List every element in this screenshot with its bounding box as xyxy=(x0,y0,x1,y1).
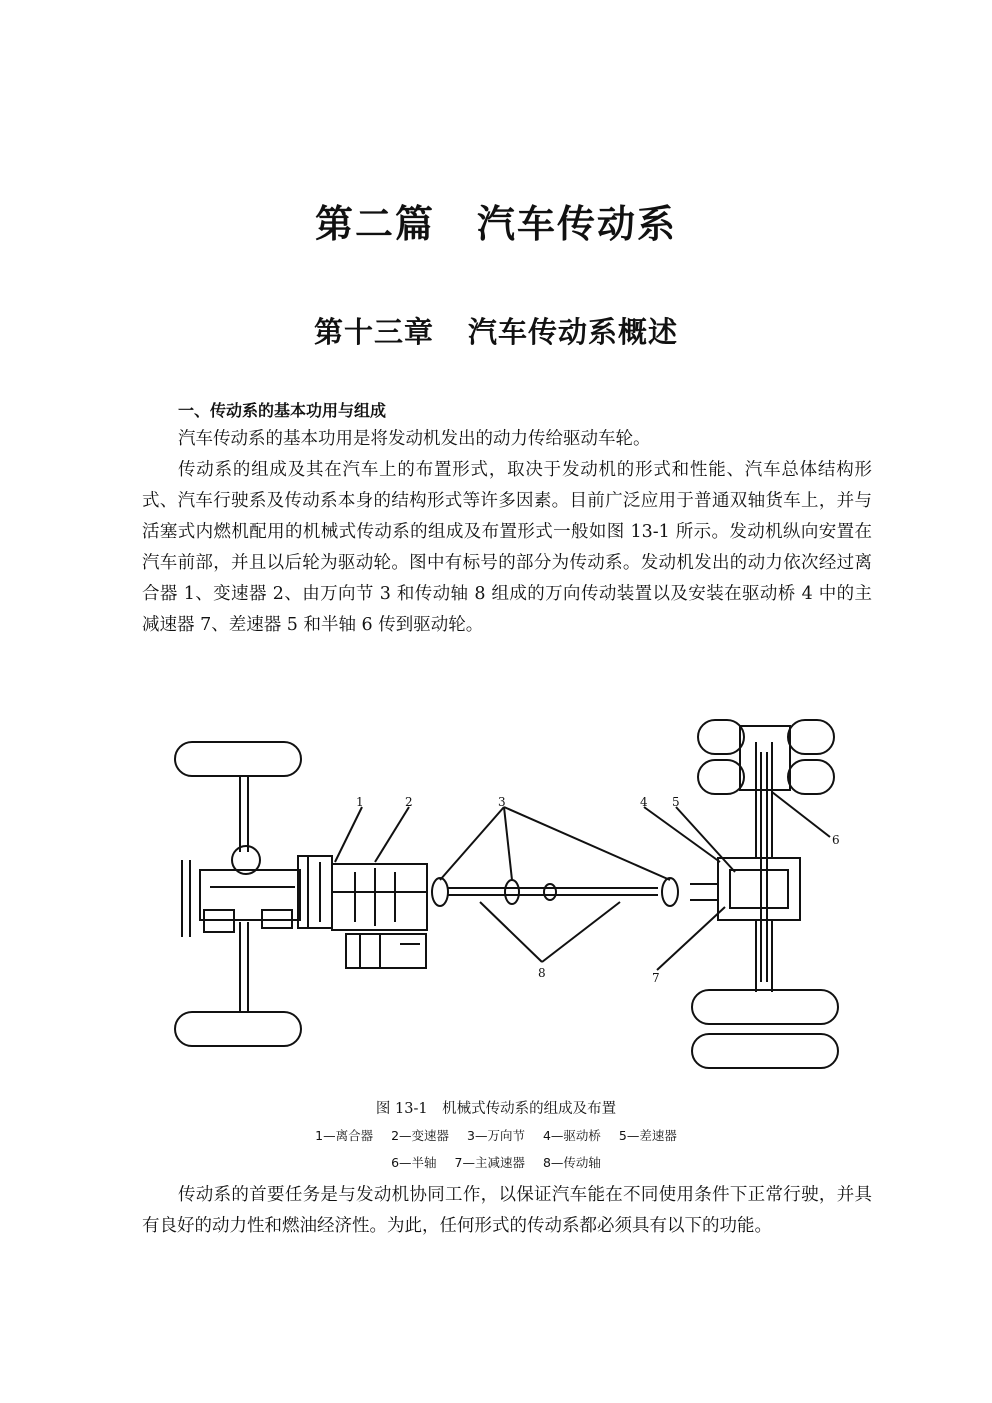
figure-label-3: 3 xyxy=(498,795,506,809)
part-number: 第二篇 xyxy=(314,202,435,246)
figure-label-1: 1 xyxy=(356,795,364,809)
legend-item: 6—半轴 xyxy=(391,1155,437,1170)
legend-item: 1—离合器 xyxy=(315,1128,374,1143)
legend-item: 5—差速器 xyxy=(618,1128,677,1143)
figure-label-8: 8 xyxy=(538,966,546,980)
figure-label-6: 6 xyxy=(832,833,840,847)
figure-label-4: 4 xyxy=(640,795,648,809)
paragraph-3: 传动系的首要任务是与发动机协同工作，以保证汽车能在不同使用条件下正常行驶，并具有良好的动力性和燃油经济性。为此，任何形式的传动系都必须具有以下的功能。 xyxy=(142,1185,872,1236)
paragraph-2: 传动系的组成及其在汽车上的布置形式，取决于发动机的形式和性能、汽车总体结构形式、汽车行驶系及传动系本身的结构形式等许多因素。目前广泛应用于普通双轴货车上，并与活塞式内燃机配用的机械式传动系的组成及布置形式一般如图 13-1 所示。发动机纵向安置在汽车前部，并且以后轮为驱动轮。图中有标号的部分为传动系。发动机发出的动力依次经过离合器 1、变速器 2、由万向节 3 和传动轴 8 组成的万向传动装置以及安装在驱动桥 4 中的主减速器 7、差速器 5 和半轴 6 传到驱动轮。 xyxy=(142,460,872,635)
section-heading: 一、传动系的基本功用与组成 xyxy=(178,401,387,420)
paragraph-1: 汽车传动系的基本功用是将发动机发出的动力传给驱动车轮。 xyxy=(178,429,651,449)
figure-label-2: 2 xyxy=(405,795,413,809)
figure-caption: 图 13-1 机械式传动系的组成及布置 xyxy=(375,1101,617,1117)
figure-label-7: 7 xyxy=(652,971,660,985)
chapter-number: 第十三章 xyxy=(313,315,434,349)
legend-item: 8—传动轴 xyxy=(542,1155,601,1170)
legend-item: 4—驱动桥 xyxy=(542,1128,601,1143)
chapter-title xyxy=(0,310,992,351)
drivetrain-figure xyxy=(150,712,850,1077)
legend-item: 2—变速器 xyxy=(391,1128,450,1143)
legend-item: 3—万向节 xyxy=(467,1128,525,1143)
drivetrain-diagram xyxy=(150,712,850,1077)
part-title xyxy=(0,193,992,248)
legend-item: 7—主减速器 xyxy=(454,1155,525,1170)
figure-legend-line-1 xyxy=(0,1126,992,1144)
part-name: 汽车传动系 xyxy=(477,202,678,246)
figure-legend-line-2 xyxy=(0,1153,992,1171)
chapter-name: 汽车传动系概述 xyxy=(468,315,679,349)
figure-label-5: 5 xyxy=(672,795,680,809)
